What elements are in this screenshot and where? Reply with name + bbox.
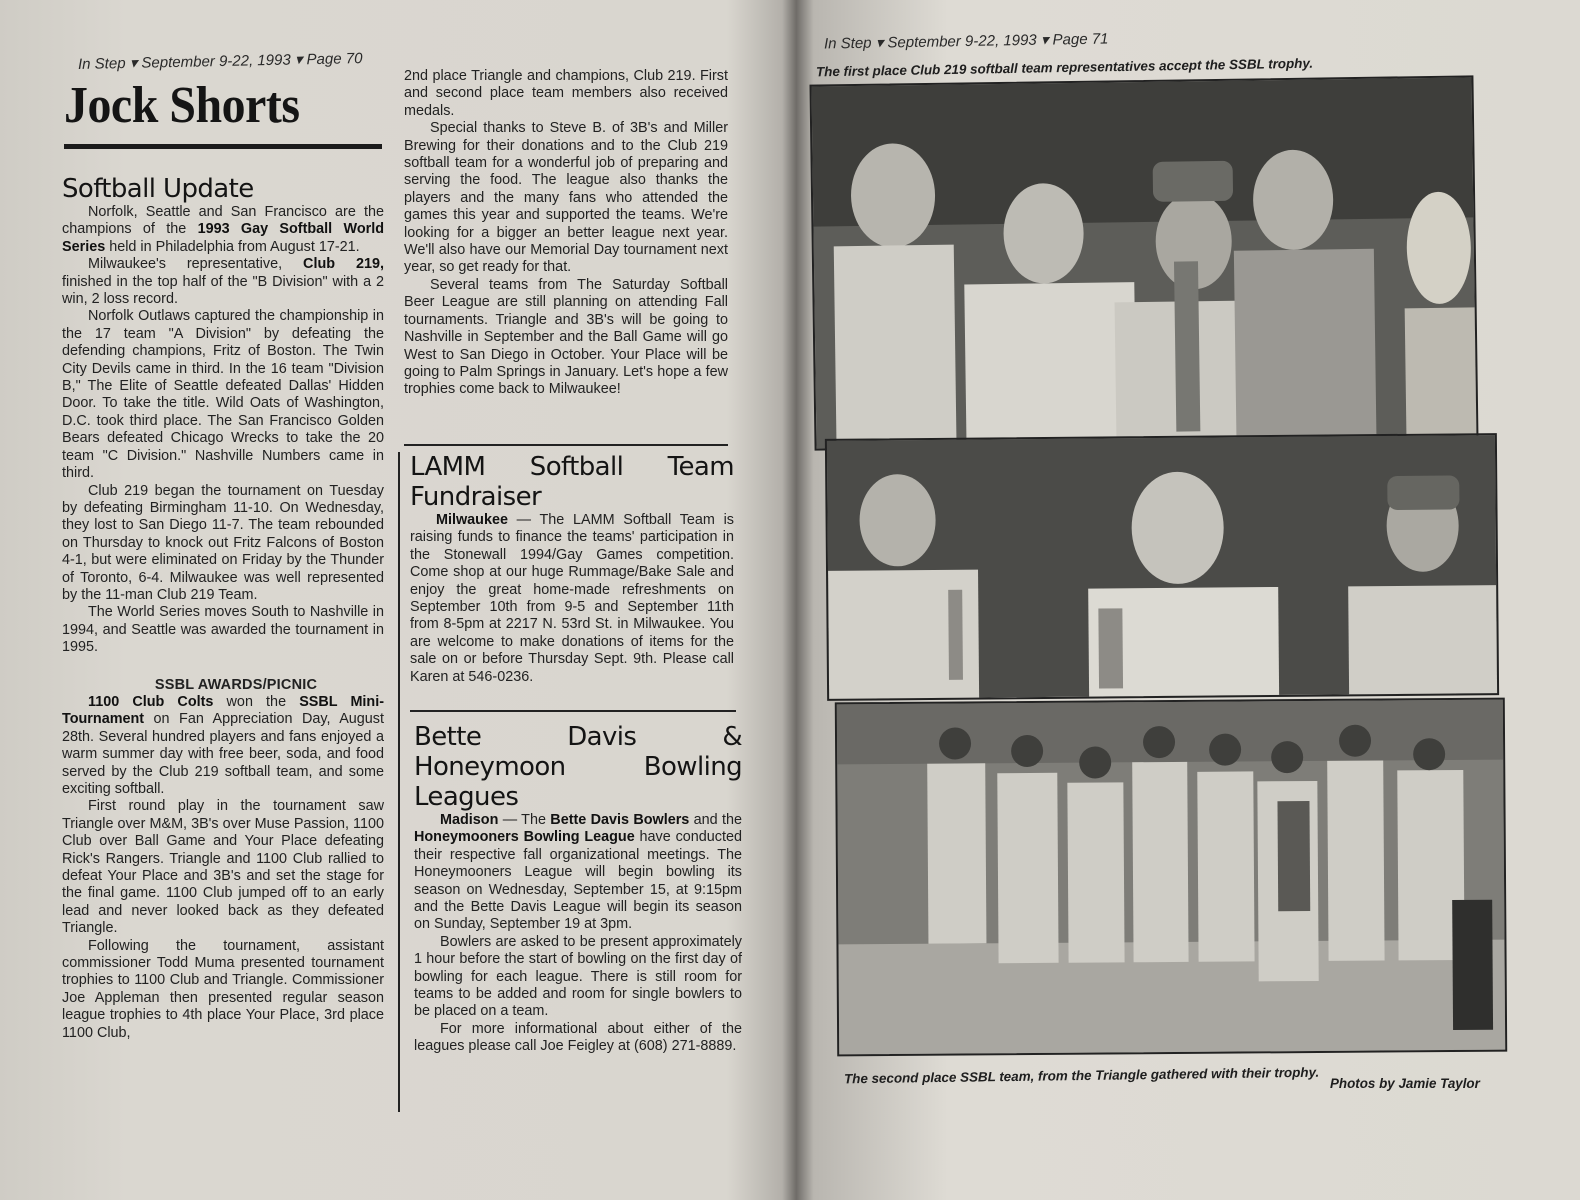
folio-date: September 9-22, 1993 [887, 31, 1037, 52]
column-2-lamm [410, 452, 734, 686]
paragraph: The World Series moves South to Nashville in 1994, and Seattle was awarded the tournament in 1995. [62, 604, 384, 656]
section-rule [404, 444, 728, 446]
subhead-ssbl-awards: SSBL AWARDS/PICNIC [154, 676, 318, 693]
folio-separator: ▾ [129, 54, 138, 72]
column-2 [404, 68, 728, 399]
photo-image [837, 700, 1505, 1055]
paragraph: Norfolk, Seattle and San Francisco are the champions of the 1993 Gay Softball World Series held in Philadelphia from August 17-21. [62, 204, 384, 255]
section-rule [410, 710, 736, 712]
folio-separator: ▾ [1040, 31, 1049, 49]
page-folio [824, 30, 1109, 53]
masthead: Jock Shorts [64, 77, 300, 134]
paragraph: Milwaukee's representative, Club 219, finished in the top half of the "B Division" with a 2 win, 2 loss record. [62, 256, 384, 308]
photo-credit: Photos by Jamie Taylor [1330, 1076, 1480, 1091]
photo-caption-bottom: The second place SSBL team, from the Triangle gathered with their trophy. [843, 1064, 1320, 1087]
headline-lamm: LAMM Softball Team Fundraiser [410, 452, 734, 512]
folio-publication: In Step [823, 34, 872, 53]
photo-image [812, 77, 1477, 448]
paragraph: First round play in the tournament saw Triangle over M&M, 3B's over Muse Passion, 1100 Club over Ball Game and Your Place defeating Rick's Rangers. Triangle and 1100 Club rallied to defeat Your Place and 3B's and set the stage for the final game. 1100 Club jumped off to an early lead and never looked back as they defeated Triangle. [62, 798, 384, 937]
paragraph: Several teams from The Saturday Softball Beer League are still planning on attending Fall tournaments. Triangle and 3B's will be going to Nashville in September and the Ball Game will go West to San Diego in October. Your Place will be going to Palm Springs in January. Let's hope a few trophies come back to Milwaukee! [404, 276, 728, 398]
paragraph: Bowlers are asked to be present approximately 1 hour before the start of bowling on the first day of bowling for each league. There is still room for teams to be added and room for single bowlers to be placed on a team. [414, 933, 742, 1020]
page-folio [78, 49, 363, 73]
paragraph: Special thanks to Steve B. of 3B's and Miller Brewing for their donations and to the Club 219 softball team for a wonderful job of preparing and serving the food. The league also thanks the players and the many fans who attended the games this year and supported the teams. We're looking for a bigger an better league next year. We'll also have our Memorial Day tournament next year, so get ready for that. [404, 120, 728, 276]
paragraph: Madison — The Bette Davis Bowlers and the Honeymooners Bowling League have conducted their respective fall organizational meetings. The Honeymooners League will begin bowling its season on Wednesday, September 15, at 9:15pm and the Bette Davis League will begin its season on Sunday, September 19 at 3pm. [414, 812, 742, 933]
photo-triangle-team [835, 698, 1507, 1057]
folio-separator: ▾ [875, 34, 884, 52]
photo-club-219-trophy [809, 75, 1478, 450]
photo-image [827, 435, 1497, 699]
paragraph: Norfolk Outlaws captured the championship in the 17 team "A Division" by defeating the defending champions, Fritz of Boston. The Twin City Devils came in third. In the 16 team "Division B," The Elite of Seattle defeated Dallas' Hidden Door. To take the title. Wild Oats of Washington, D.C. took third place. The San Francisco Golden Bears defeated Chicago Wrecks to take the 20 team "C Division." Nashville Numbers came in third. [62, 308, 384, 482]
folio-page: Page 71 [1052, 30, 1109, 49]
paragraph: Milwaukee — The LAMM Softball Team is raising funds to finance the teams' participation in the Stonewall 1994/Gay Games competition. Come shop at our huge Rummage/Bake Sale and enjoy the great home-made refreshments on September 10th from 9-5 and September 11th from 8-5pm at 2217 N. 53rd St. in Milwaukee. You are welcome to make donations of items for the sale on or before Thursday Sept. 9th. Please call Karen at 546-0236. [410, 512, 734, 685]
folio-separator: ▾ [294, 51, 303, 69]
headline-softball-update: Softball Update [62, 174, 254, 204]
column-divider [398, 452, 400, 1112]
paragraph: 2nd place Triangle and champions, Club 219. First and second place team members also received medals. [404, 68, 728, 119]
paragraph: Following the tournament, assistant commissioner Todd Muma presented tournament trophies to 1100 Club and Triangle. Commissioner Joe Appleman then presented regular season league trophies to 4th place Your Place, 3rd place 1100 Club, [62, 937, 384, 1041]
photo-trophy-winners [825, 433, 1499, 701]
column-1 [62, 174, 384, 1042]
photo-caption-top: The first place Club 219 softball team representatives accept the SSBL trophy. [815, 55, 1314, 80]
masthead-rule [64, 144, 382, 149]
paragraph: 1100 Club Colts won the SSBL Mini-Tournament on Fan Appreciation Day, August 28th. Several hundred players and fans enjoyed a warm summer day with free beer, soda, and food served by the Club 219 softball team, and some exciting softball. [62, 693, 385, 797]
folio-publication: In Step [77, 54, 126, 73]
paragraph: Club 219 began the tournament on Tuesday by defeating Birmingham 11-10. On Wednesday, they lost to San Diego 11-7. The team rebounded on Thursday to knock out Fritz Falcons of Boston 4-1, but were eliminated on Friday by the Thunder of Toronto, 6-4. Milwaukee was well represented by the 11-man Club 219 Team. [62, 482, 384, 603]
headline-bowling: Bette Davis & Honeymoon Bowling Leagues [414, 722, 742, 812]
folio-date: September 9-22, 1993 [141, 51, 291, 72]
column-2-bowling [414, 722, 742, 1056]
right-page [800, 0, 1580, 1200]
folio-page: Page 70 [306, 50, 363, 69]
paragraph: For more informational about either of the leagues please call Joe Feigley at (608) 271-8889. [414, 1020, 742, 1055]
